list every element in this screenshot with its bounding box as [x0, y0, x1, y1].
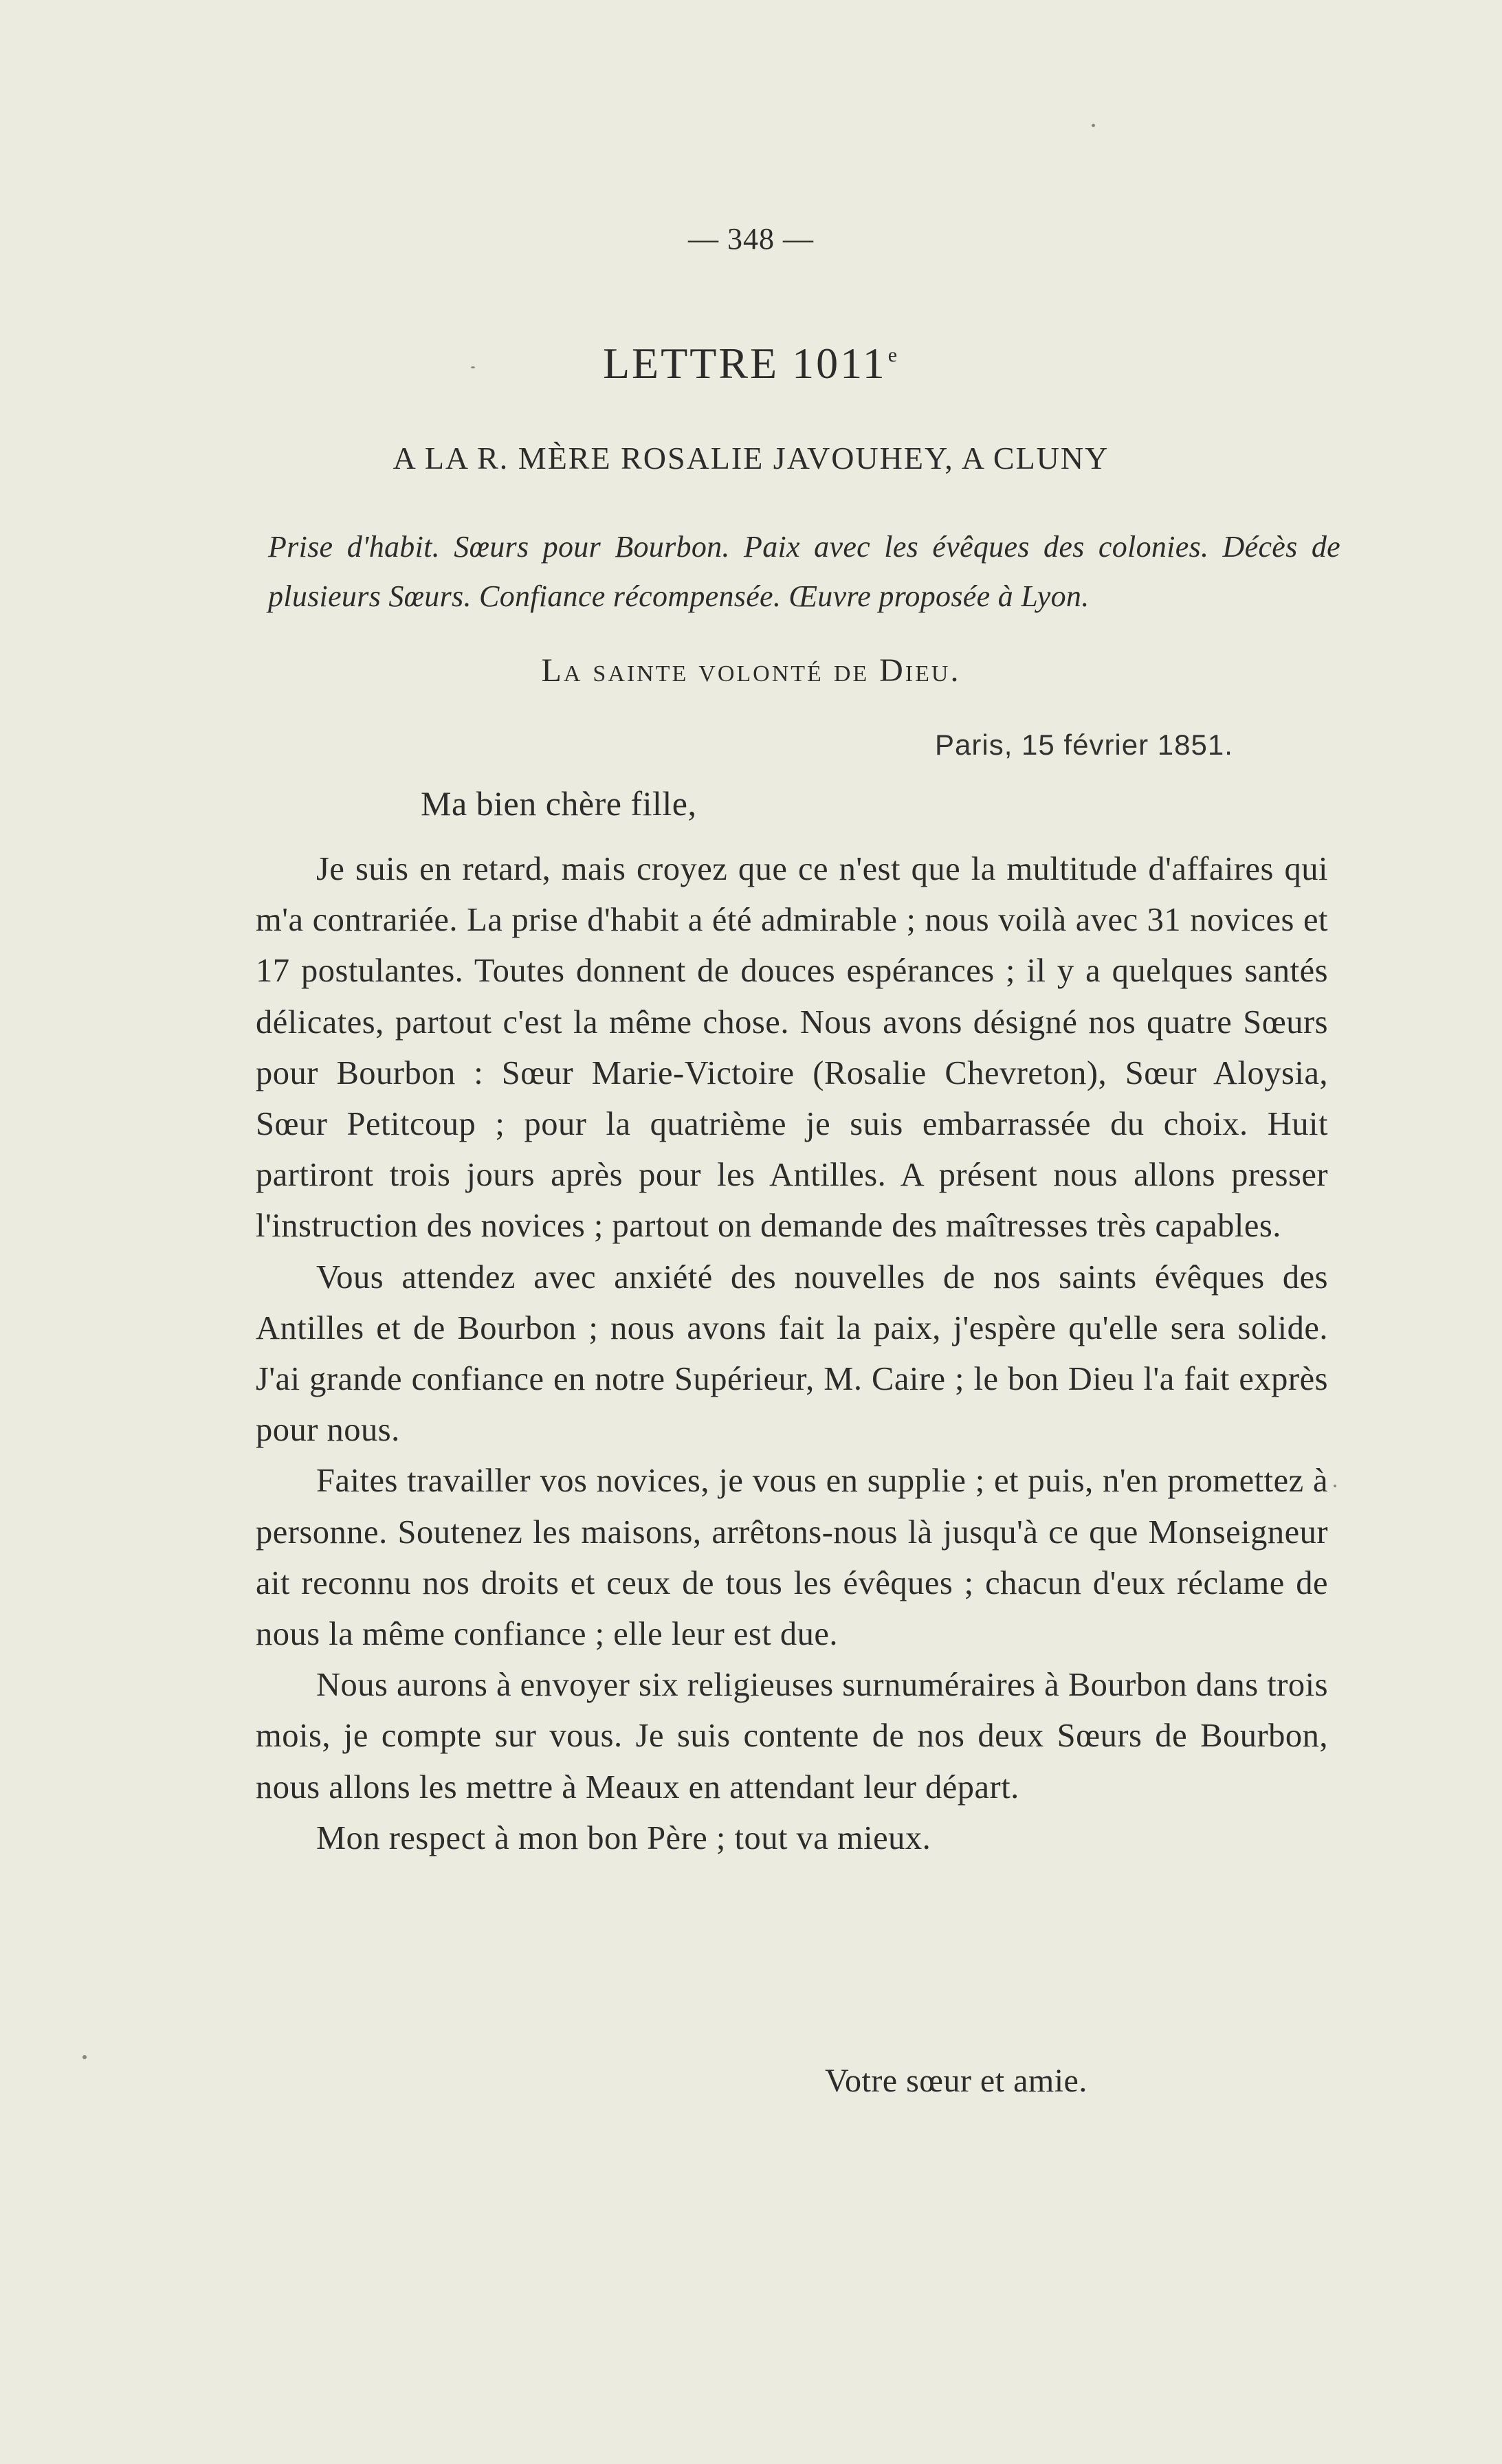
paper-speck [1092, 124, 1095, 127]
salutation: Ma bien chère fille, [421, 784, 697, 823]
paper-speck [82, 2055, 87, 2059]
dateline: Paris, 15 février 1851. [935, 729, 1233, 761]
letter-title-suffix: e [887, 344, 900, 366]
paragraph: Faites travailler vos novices, je vous en supplie ; et puis, n'en promettez à personne. Soutenez les maisons, arrêtons-nous là jusqu'à ce que Monseigneur ait reconnu nos droits et ceux de tous les évêques ; chacun d'eux réclame de nous la même confiance ; elle leur est due. [256, 1463, 1328, 1653]
letter-body [256, 844, 1328, 1864]
letter-title-text: LETTRE 1011 [602, 339, 887, 388]
paper-speck [471, 366, 475, 368]
motto: La sainte volonté de Dieu. [541, 652, 961, 689]
paragraph: Nous aurons à envoyer six religieuses surnuméraires à Bourbon dans trois mois, je compte sur vous. Je suis contente de nos deux Sœurs de Bourbon, nous allons les mettre à Meaux en attendant leur départ. [256, 1667, 1328, 1806]
page-number: — 348 — [688, 222, 814, 256]
letter-title [0, 338, 1502, 389]
paper-speck [1334, 1485, 1336, 1487]
closing-signature: Votre sœur et amie. [825, 2063, 1087, 2099]
recipient-heading: A LA R. MÈRE ROSALIE JAVOUHEY, A CLUNY [393, 441, 1109, 476]
letter-summary: Prise d'habit. Sœurs pour Bourbon. Paix avec les évêques des colonies. Décès de plusieurs Sœurs. Confiance récompensée. Œuvre proposée à Lyon. [268, 530, 1340, 613]
paragraph: Mon respect à mon bon Père ; tout va mieux. [316, 1819, 931, 1856]
paragraph: Je suis en retard, mais croyez que ce n'est que la multitude d'affaires qui m'a contrariée. La prise d'habit a été admirable ; nous voilà avec 31 novices et 17 postulantes. Toutes donnent de douces espérances ; il y a quelques santés délicates, partout c'est la même chose. Nous avons désigné nos quatre Sœurs pour Bourbon : Sœur Marie-Victoire (Rosalie Chevreton), Sœur Aloysia, Sœur Petitcoup ; pour la quatrième je suis embarrassée du choix. Huit partiront trois jours après pour les Antilles. A présent nous allons presser l'instruction des novices ; partout on demande des maîtresses très capables. [256, 851, 1328, 1245]
paragraph: Vous attendez avec anxiété des nouvelles de nos saints évêques des Antilles et de Bourbon ; nous avons fait la paix, j'espère qu'elle sera solide. J'ai grande confiance en notre Supérieur, M. Caire ; le bon Dieu l'a fait exprès pour nous. [256, 1258, 1328, 1449]
